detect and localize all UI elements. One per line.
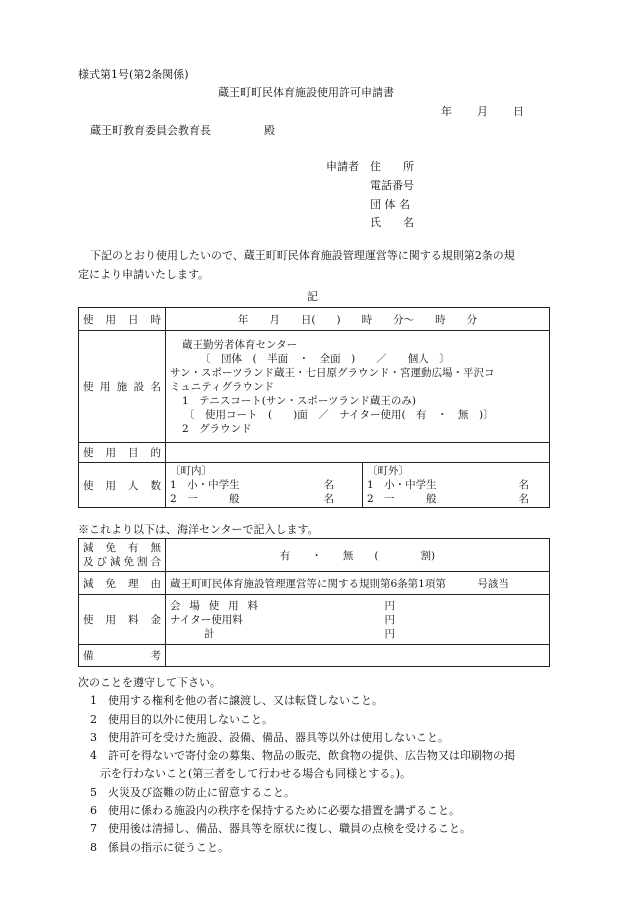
applicant-name-label: 氏 名: [370, 216, 414, 229]
rule-item-6: 6 使用に係わる施設内の秩序を保持するために必要な措置を講ずること。: [90, 804, 460, 817]
people-town-out[interactable]: [363, 463, 550, 508]
purpose-field[interactable]: [166, 443, 550, 463]
fee-field[interactable]: [166, 595, 550, 645]
reason-label: 減 免 理 由: [79, 572, 166, 595]
facility-label: 使 用 施 設 名: [79, 331, 166, 443]
rule-item-3: 3 使用許可を受けた施設、設備、備品、器具等以外は使用しないこと。: [90, 731, 449, 744]
usage-date-label: 使 用 日 時: [79, 308, 166, 331]
applicant-group-label: 団 体 名: [370, 198, 410, 211]
ki-heading: 記: [307, 290, 318, 303]
reason-field[interactable]: 蔵王町町民体育施設管理運営等に関する規則第6条第1項第 号該当: [166, 572, 550, 595]
rule-item-4-cont: 示を行わないこと(第三者をして行わせる場合も同様とする。)。: [100, 767, 412, 780]
usage-date-field[interactable]: 年 月 日( ) 時 分～ 時 分: [166, 308, 550, 331]
office-table: [78, 538, 550, 667]
town-out-row-1: 1 小・中学生 名: [367, 479, 529, 491]
remarks-label: 備 考: [79, 645, 166, 667]
date-month: 月: [477, 105, 488, 118]
rule-item-7: 7 使用後は清掃し、備品、器具等を原状に復し、職員の点検を受けること。: [90, 822, 471, 835]
facility-field[interactable]: [166, 331, 550, 443]
rule-item-5: 5 火災及び盗難の防止に留意すること。: [90, 786, 295, 799]
exempt-label: 減 免 有 無 及び減免割合: [79, 539, 166, 572]
town-in-row-2: 2 一 般 名: [170, 493, 334, 505]
facility-line-2: 〔 団体 ( 半面 ・ 全面 ) ／ 個人 〕: [200, 352, 450, 365]
town-in-row-1: 1 小・中学生 名: [170, 479, 334, 491]
facility-line-4: ミュニティグラウンド: [170, 380, 274, 393]
facility-line-1: 蔵王勤労者体育センター: [182, 338, 298, 351]
facility-line-5: 1 テニスコート(サン・スポーツランド蔵王のみ): [182, 394, 417, 407]
town-in-heading: 〔町内〕: [170, 465, 212, 477]
intro-line-1: 下記のとおり使用したいので、蔵王町町民体育施設管理運営等に関する規則第2条の規: [90, 249, 515, 262]
rules-intro: 次のことを遵守して下さい。: [78, 676, 221, 689]
facility-line-3: サン・スポーツランド蔵王・七日原グラウンド・宮運動広場・平沢コ: [170, 366, 495, 379]
form-number: 様式第1号(第2条関係): [78, 68, 189, 81]
fee-row-total: 計 円: [204, 627, 395, 640]
people-label: 使 用 人 数: [79, 463, 166, 508]
addressee: 蔵王町教育委員会教育長: [90, 124, 211, 137]
rule-item-8: 8 係員の指示に従うこと。: [90, 841, 229, 854]
fee-label: 使 用 料 金: [79, 595, 166, 645]
rule-item-1: 1 使用する権利を他の者に譲渡し、又は転貸しないこと。: [90, 694, 383, 707]
applicant-label: 申請者: [326, 160, 359, 173]
date-day: 日: [513, 105, 524, 118]
remarks-field[interactable]: [166, 645, 550, 667]
date-year: 年: [441, 105, 452, 118]
office-use-note: ※これより以下は、海洋センターで記入します。: [78, 523, 319, 536]
addressee-suffix: 殿: [264, 124, 275, 137]
fee-row-night: ナイター使用料 円: [170, 613, 395, 626]
purpose-label: 使 用 目 的: [79, 443, 166, 463]
applicant-address-label: 住 所: [370, 160, 414, 173]
town-out-heading: 〔町外〕: [367, 465, 409, 477]
town-out-row-2: 2 一 般 名: [367, 493, 529, 505]
facility-line-7: 2 グラウンド: [182, 422, 252, 435]
rule-item-2: 2 使用目的以外に使用しないこと。: [90, 713, 273, 726]
facility-line-6: 〔 使用コート ( )面 ／ ナイター使用( 有 ・ 無 )〕: [184, 408, 494, 421]
usage-table: [78, 307, 550, 508]
fee-row-venue: 会 場 使 用 料 円: [170, 599, 395, 612]
rule-item-4: 4 許可を得ないで寄付金の募集、物品の販売、飲食物の提供、広告物又は印刷物の掲: [90, 749, 515, 762]
people-town-in[interactable]: [166, 463, 363, 508]
applicant-phone-label: 電話番号: [370, 179, 414, 192]
exempt-field[interactable]: 有 ・ 無 ( 割): [166, 539, 550, 572]
form-title: 蔵王町町民体育施設使用許可申請書: [218, 86, 394, 99]
intro-line-2: 定により申請いたします。: [78, 268, 210, 281]
